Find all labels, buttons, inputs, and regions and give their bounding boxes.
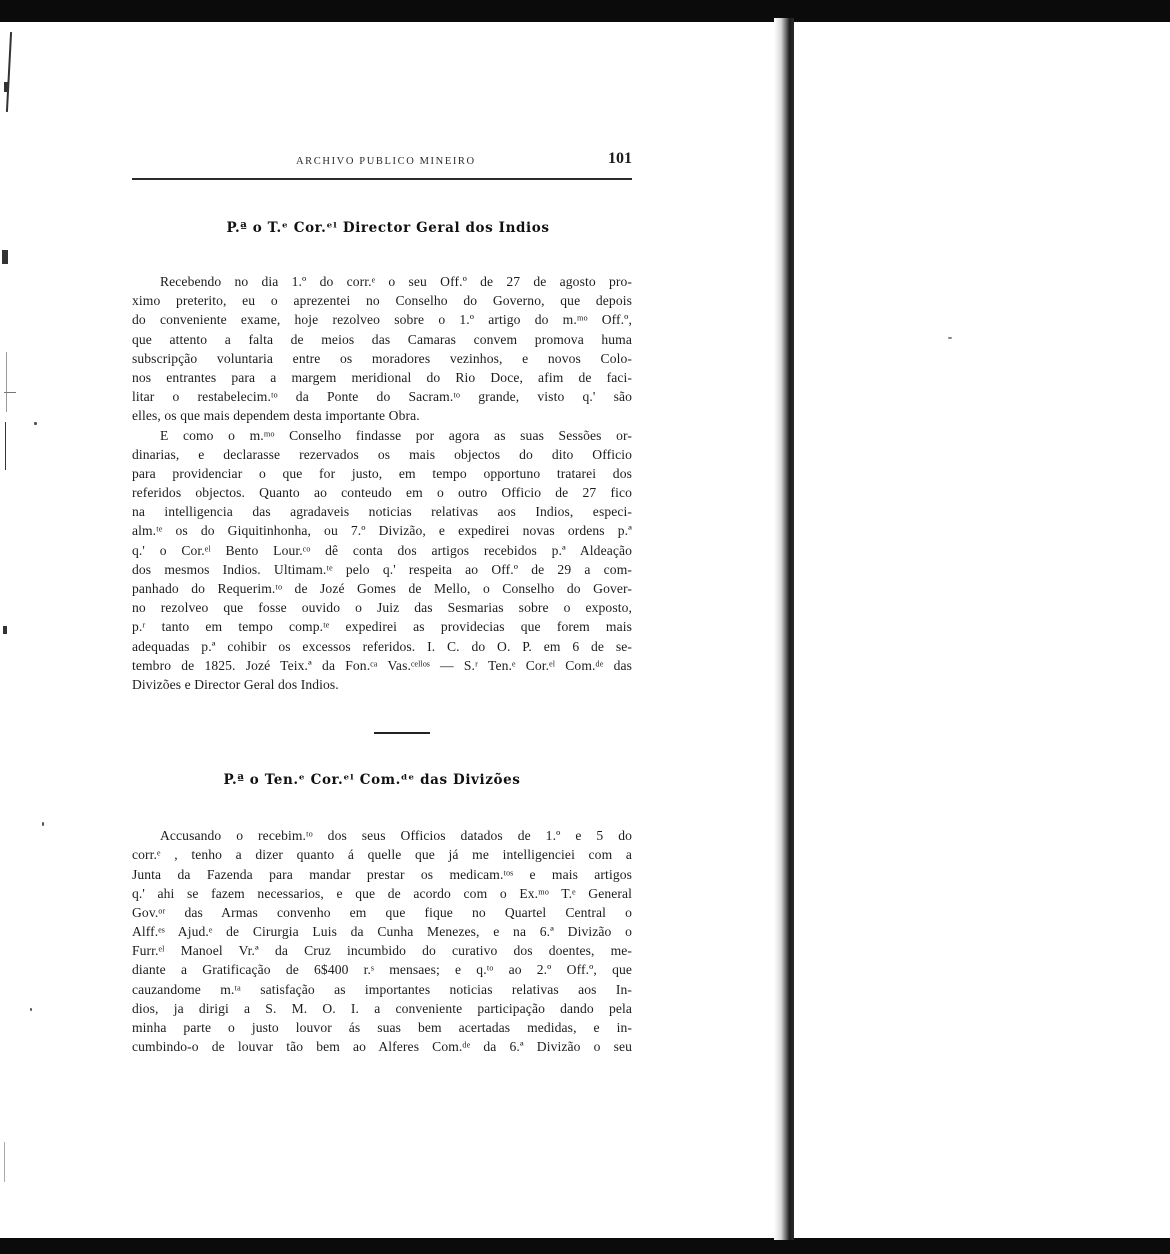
text-line: no rezolveo que fosse ouvido o Juiz das Sesmarias sobre o exposto, bbox=[132, 600, 632, 616]
text-line: Divizões e Director Geral dos Indios. bbox=[132, 676, 339, 692]
text-line: dinarias, e declarasse rezervados os mais objectos do dito Officio bbox=[132, 446, 632, 462]
text-line: Gov.ᵒʳ das Armas convenho em que fique no Quartel Central o bbox=[132, 904, 632, 920]
text-line: panhado do Requerim.ᵗᵒ de Jozé Gomes de Mello, o Conselho do Gover- bbox=[132, 581, 632, 596]
text-line: cauzandome m.ᵗᵃ satisfação as importantes noticias relativas aos In- bbox=[132, 981, 632, 997]
text-line: Furr.ᵉˡ Manoel Vr.ª da Cruz incumbido do curativo dos doentes, me- bbox=[132, 943, 632, 959]
text-line: referidos objectos. Quanto ao conteudo em o outro Officio de 27 fico bbox=[132, 485, 632, 501]
text-line: E como o m.ᵐᵒ Conselho findasse por agora as suas Sessões or- bbox=[160, 427, 632, 443]
text-line: subscripção voluntaria entre os moradores vezinhos, e novos Colo- bbox=[132, 350, 632, 366]
section-heading: P.ª o T.ᵉ Cor.ᵉˡ Director Geral dos Indios bbox=[226, 220, 550, 236]
letter-body bbox=[132, 272, 632, 694]
section-heading: P.ª o Ten.ᵉ Cor.ᵉˡ Com.ᵈᵉ das Divizões bbox=[223, 772, 521, 789]
section-divider bbox=[374, 732, 430, 734]
text-line: p.ʳ tanto em tempo comp.ᵗᵉ expedirei as providecias que forem mais bbox=[132, 619, 632, 635]
letter-body bbox=[132, 826, 632, 1056]
text-line: litar o restabelecim.ᵗᵒ da Ponte do Sacram.ᵗᵒ grande, visto q.' são bbox=[132, 389, 632, 405]
text-line: que attento a falta de meios das Camaras convem promova huma bbox=[132, 331, 632, 347]
running-head bbox=[132, 150, 632, 174]
text-line: diante a Gratificação de 6$400 r.ˢ mensaes; e q.ᵗᵒ ao 2.º Off.º, que bbox=[132, 962, 632, 978]
text-line: para providenciar o que for justo, em tempo opportuno tratarei dos bbox=[132, 465, 632, 481]
text-line: Accusando o recebim.ᵗᵒ dos seus Officios datados de 1.º e 5 do bbox=[160, 828, 632, 844]
scan-border-bottom bbox=[0, 1238, 1170, 1254]
text-line: elles, os que mais dependem desta importante Obra. bbox=[132, 408, 420, 424]
text-line: alm.ᵗᵉ os do Giquitinhonha, ou 7.º Divizão, e expedirei novas ordens p.ª bbox=[132, 523, 632, 539]
text-line: ximo preterito, eu o aprezentei no Conselho do Governo, que depois bbox=[132, 293, 632, 309]
text-line: do conveniente exame, hoje rezolveo sobre o 1.º artigo do m.ᵐᵒ Off.º, bbox=[132, 312, 632, 328]
text-line: Alff.ᵉˢ Ajud.ᵉ de Cirurgia Luis da Cunha Menezes, e na 6.ª Divizão o bbox=[132, 924, 632, 940]
text-line: q.' ahi se fazem necessarios, e que de acordo com o Ex.ᵐᵒ T.ᵉ General bbox=[132, 885, 632, 901]
header-rule bbox=[132, 178, 632, 180]
page-edge-marks bbox=[0, 22, 26, 1238]
text-line: na intelligencia das agradaveis noticias relativas aos Indios, especi- bbox=[132, 504, 632, 520]
text-line: Recebendo no dia 1.º do corr.ᵉ o seu Off.º de 27 de agosto pro- bbox=[160, 274, 632, 289]
text-line: q.' o Cor.ᵉˡ Bento Lour.ᶜᵒ dê conta dos artigos recebidos p.ª Aldeação bbox=[132, 542, 632, 558]
text-line: cumbindo-o de louvar tão bem ao Alferes Com.ᵈᵉ da 6.ª Divizão o seu bbox=[132, 1039, 632, 1055]
text-line: tembro de 1825. Jozé Teix.ª da Fon.ᶜᵃ Vas.ᶜᵉˡˡᵒˢ — S.ʳ Ten.ᵉ Cor.ᵉˡ Com.ᵈᵉ das bbox=[132, 657, 632, 673]
text-line: minha parte o justo louvor ás suas bem acertadas medidas, e in- bbox=[132, 1020, 632, 1035]
text-line: adequadas p.ª cohibir os excessos referidos. I. C. do O. P. em 6 de se- bbox=[132, 638, 632, 654]
book-spine-shadow bbox=[774, 18, 794, 1240]
book-page bbox=[132, 150, 632, 1056]
scan-border-top bbox=[0, 0, 1170, 22]
text-line: dios, ja dirigi a S. M. O. I. a conveniente participação dando pela bbox=[132, 1000, 632, 1016]
text-line: corr.ᵉ , tenho a dizer quanto á quelle que já me intelligenciei com a bbox=[132, 847, 632, 863]
running-title: ARCHIVO PUBLICO MINEIRO bbox=[296, 156, 476, 167]
text-line: dos mesmos Indios. Ultimam.ᵗᵉ pelo q.' respeita ao Off.º de 29 a com- bbox=[132, 561, 632, 577]
text-line: Junta da Fazenda para mandar prestar os medicam.ᵗᵒˢ e mais artigos bbox=[132, 866, 632, 882]
text-line: nos entrantes para a margem meridional do Rio Doce, afim de faci- bbox=[132, 369, 632, 385]
page-number: 101 bbox=[608, 150, 632, 167]
